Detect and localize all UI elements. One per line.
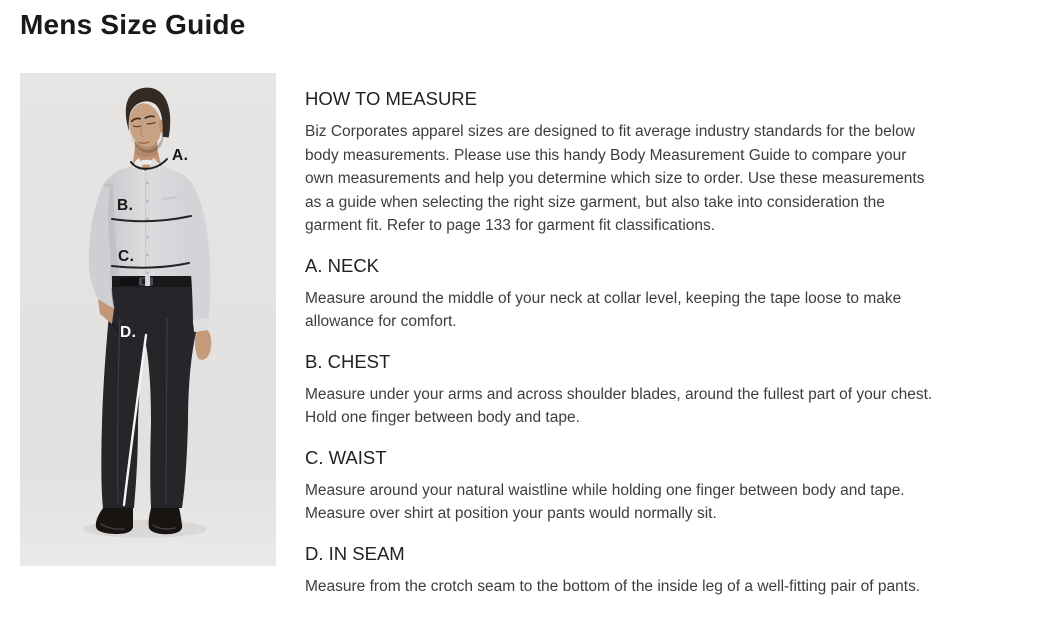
waist-description: Measure around your natural waistline while holding one finger between body and tape. Measure over shirt at position your pants would normally sit. xyxy=(305,481,905,522)
chest-section xyxy=(305,351,937,430)
belt-strap xyxy=(120,278,139,285)
page-title: Mens Size Guide xyxy=(20,9,246,40)
inseam-label: D. xyxy=(120,324,137,341)
neck-description: Measure around the middle of your neck at collar level, keeping the tape loose to make allowance for comfort. xyxy=(305,289,902,330)
neck-label: A. xyxy=(172,147,189,164)
measurement-guide xyxy=(305,73,937,598)
chest-label: B. xyxy=(117,197,134,214)
inseam-section xyxy=(305,543,937,599)
waist-label: C. xyxy=(118,248,135,265)
chest-description: Measure under your arms and across shoulder blades, around the fullest part of your chest. Hold one finger between body and tape. xyxy=(305,385,933,426)
model-pants xyxy=(101,286,200,508)
chest-heading: B. CHEST xyxy=(305,350,391,372)
right-cuff xyxy=(193,318,208,332)
model-photo xyxy=(20,73,276,566)
neck-heading: A. NECK xyxy=(305,254,380,276)
inseam-description: Measure from the crotch seam to the bottom of the inside leg of a well-fitting pair of pants. xyxy=(305,577,921,595)
neck-section xyxy=(305,255,937,334)
how-to-measure-text: Biz Corporates apparel sizes are designed to fit average industry standards for the below body measurements. Please use this handy Body Measurement Guide to compare your own measurements and help you determine which size to order. Use these measurements as a guide when selecting the right size garment, but also take into consideration the garment fit. Refer to page 133 for garment fit classifications. xyxy=(305,123,925,234)
waist-section xyxy=(305,447,937,526)
inseam-heading: D. IN SEAM xyxy=(305,542,405,564)
how-to-measure-section xyxy=(305,88,937,238)
content-row xyxy=(20,73,1016,598)
right-shoe xyxy=(149,508,183,534)
how-to-measure-heading: HOW TO MEASURE xyxy=(305,88,478,109)
waist-heading: C. WAIST xyxy=(305,446,387,468)
measurement-figure xyxy=(20,73,276,566)
left-shoe xyxy=(96,508,133,534)
